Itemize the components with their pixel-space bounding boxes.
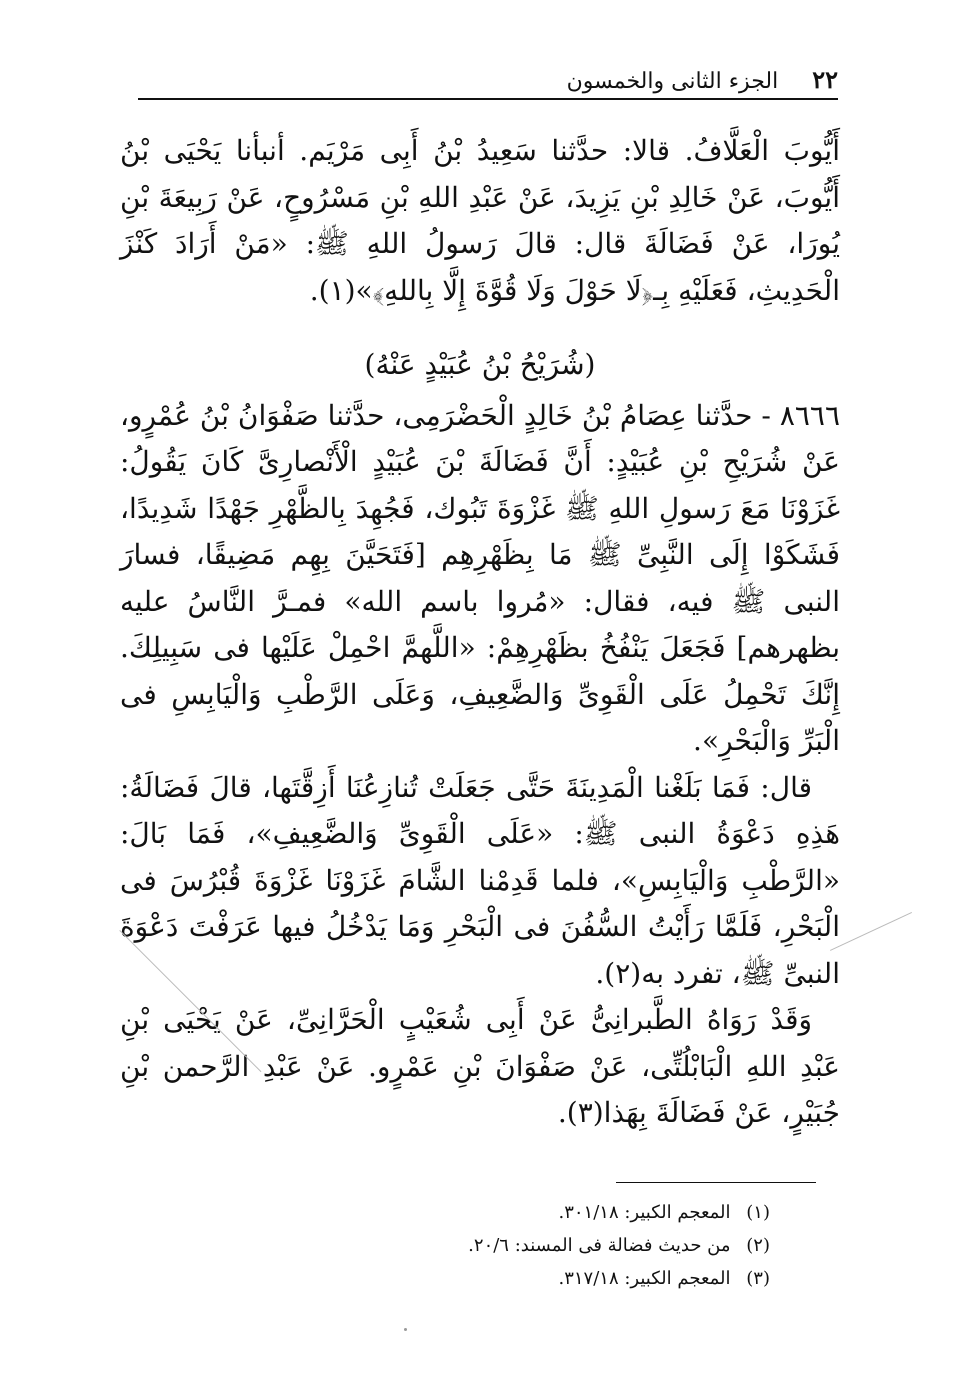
footnote-item <box>380 1262 770 1295</box>
page-number: ٢٢ <box>812 65 838 94</box>
paragraph: وَقَدْ رَوَاهُ الطَّبرانِىُّ عَنْ أَبِى شُعَيْبٍ الْحَرَّانِىِّ، عَنْ يَحْيَى بْنِ عَبْدِ اللهِ الْبَابْلُتِّى، عَنْ صَفْوَانَ بْنِ عَمْرٍو. عَنْ عَبْدِ الرَّحمن بْنِ جُبَيْرٍ، عَنْ فَضَالَةَ بِهَذا(٣). <box>120 1003 840 1129</box>
paragraph: ٨٦٦٦ - حدَّثنا عِصَامُ بْنُ خَالِدٍ الْحَضْرَمِى، حدَّثنا صَفْوَانُ بْنُ عُمْرٍو، عَنْ شُرَيْحِ بْنِ عُبَيْدٍ: أَنَّ فَضَالَةَ بْنَ عُبَيْدٍ الْأَنْصارِىَّ كَانَ يَقُولُ: غَزَوْنَا مَعَ رَسولِ اللهِ ﷺ غَزْوَةَ تَبُوك، فَجُهِدَ بِالظَّهْرِ جَهْدًا شَدِيدًا، فَشَكَوْا إِلَى النَّبِىِّ ﷺ مَا بِظَهْرِهِم [فَتَحَيَّنَ بِهِم مَضِيقًا، فسارَ النبى ﷺ فيه، فقال: «مُروا باسم الله» فمـرَّ النَّاسُ عليه بظهرهم] فَجَعَلَ يَنْفُخُ بظَهْرِهِمْ: «اللَّهمَّ احْمِلْ عَلَيْها فى سَبِيلِكَ. إِنَّكَ تَحْمِلُ عَلَى الْقَوِىِّ وَالضَّعِيفِ، وَعَلَى الرَّطْبِ وَالْيَابِسِ فى الْبَرِّ وَالْبَحْرِ». <box>120 398 840 757</box>
header-rule <box>138 98 838 100</box>
page-header <box>138 58 838 94</box>
section-heading: (شُرَيْحُ بْنُ عُبَيْدٍ عَنْهُ) <box>364 348 596 381</box>
footnote-text: المعجم الكبير: ٣١٧/١٨. <box>558 1268 731 1289</box>
paragraph: قال: فَمَا بَلَغْنا الْمَدِينَةَ حَتَّى جَعَلَتْ تُنازِعُنَا أَزِقَّتَها، قالَ فَضَالَةُ: هَذِهِ دَعْوَةُ النبى ﷺ: «عَلَى الْقَوِىِّ وَالضَّعِيفِ»، فَمَا بَالَ: «الرَّطْبِ وَالْيَابِسِ»، فلما قَدِمْنا الشَّامَ غَزَوْنَا غَزْوَةَ قُبْرُسَ فى الْبَحْرِ، فَلَمَّا رَأَيْتُ السُّفُنَ فى الْبَحْرِ وَمَا يَدْخُلُ فيها عَرَفْتَ دَعْوَةَ النبىِّ ﷺ، تفرد به(٢). <box>120 770 840 990</box>
scan-artifact-line <box>830 912 912 951</box>
footnote-number: (٣) <box>746 1268 770 1289</box>
footnote-item <box>380 1196 770 1229</box>
footnote-number: (١) <box>746 1202 770 1223</box>
footnote-text: المعجم الكبير: ٣٠١/١٨. <box>558 1202 731 1223</box>
footnotes <box>380 1196 770 1295</box>
running-title: الجزء الثانى والخمسون <box>566 69 779 94</box>
scan-artifact-dot <box>404 1328 407 1331</box>
footnote-text: من حديث فضالة فى المسند: ٢٠/٦. <box>468 1235 731 1256</box>
footnote-rule <box>616 1182 816 1183</box>
main-text <box>120 128 840 1137</box>
paragraph: أَيُّوبَ الْعَلَّافُ. قالا: حدَّثنا سَعِيدُ بْنُ أَبِى مَرْيَم. أنبأنا يَحْيَى بْنُ أَيُّوبَ، عَنْ خَالِدِ بْنِ يَزِيدَ، عَنْ عَبْدِ اللهِ بْنِ مَسْرُوحٍ، عَنْ رَبِيعَةَ بْنِ يُورَا، عَنْ فَضَالَةَ قال: قالَ رَسولُ اللهِ ﷺ: «مَنْ أَرَادَ كَنْزَ الْحَدِيثِ، فَعَلَيْهِ بِـ﴿لَا حَوْلَ وَلَا قُوَّةَ إِلَّا بِاللهِ﴾»(١). <box>120 134 840 307</box>
footnote-item <box>380 1229 770 1262</box>
footnote-number: (٢) <box>746 1235 770 1256</box>
